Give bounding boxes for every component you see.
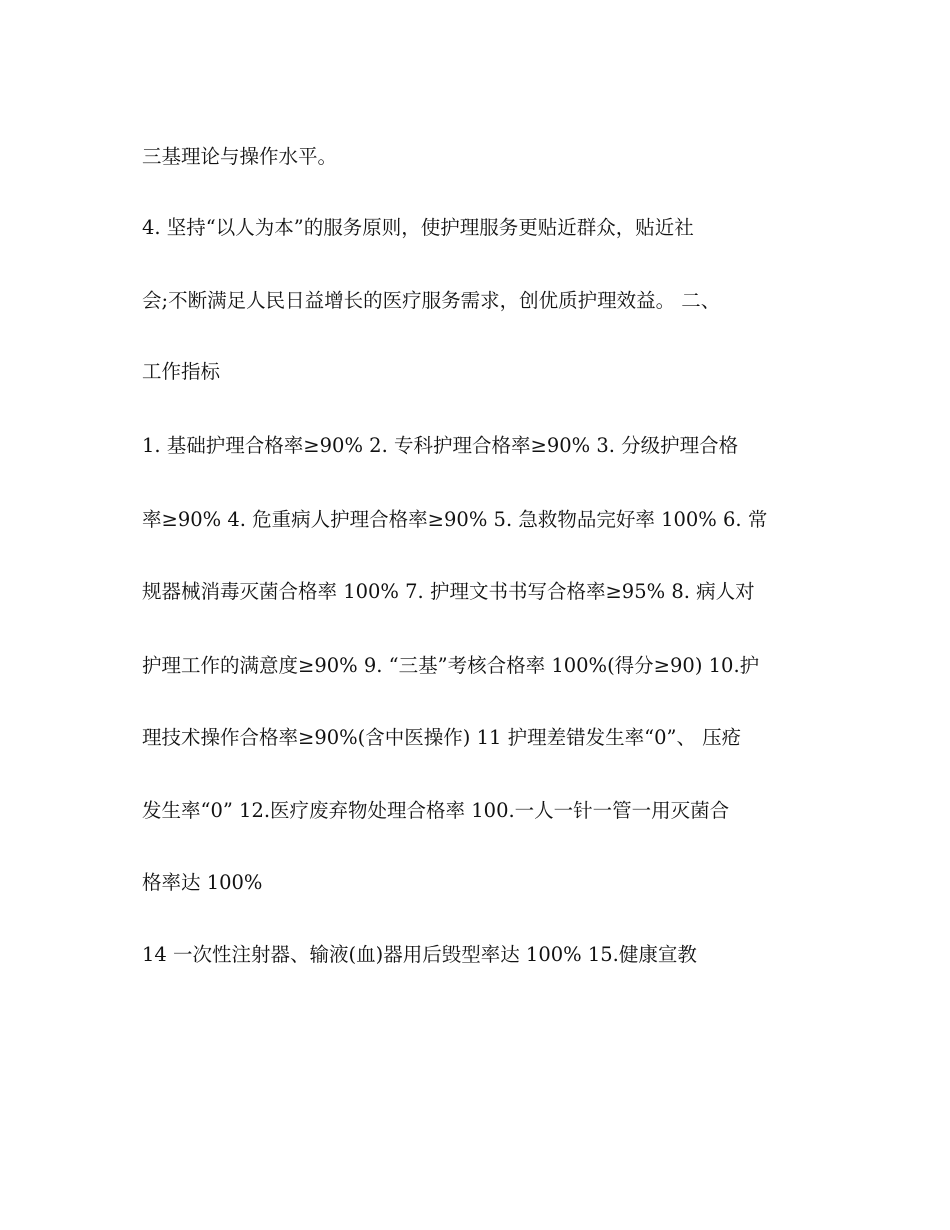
text-line-10: 发生率“0” 12.医疗废弃物处理合格率 100.一人一针一管一用灭菌合 (142, 799, 730, 822)
text-line-8: 护理工作的满意度≥90% 9. “三基”考核合格率 100%(得分≥90) 10.护 (142, 654, 760, 677)
text-line-9: 理技术操作合格率≥90%(含中医操作) 11 护理差错发生率“0”、 压疮 (142, 726, 742, 749)
text-line-2: 4. 坚持“以人为本”的服务原则，使护理服务更贴近群众，贴近社 (142, 216, 694, 239)
text-line-5: 1. 基础护理合格率≥90% 2. 专科护理合格率≥90% 3. 分级护理合格 (142, 434, 739, 457)
text-line-7: 规器械消毒灭菌合格率 100% 7. 护理文书书写合格率≥95% 8. 病人对 (142, 580, 755, 603)
text-line-1: 三基理论与操作水平。 (142, 145, 338, 168)
text-line-3: 会;不断满足人民日益增长的医疗服务需求，创优质护理效益。 二、 (142, 289, 721, 312)
text-line-12: 14 一次性注射器、输液(血)器用后毁型率达 100% 15.健康宣教 (142, 943, 697, 966)
section-heading: 工作指标 (142, 360, 221, 383)
text-line-11: 格率达 100% (142, 871, 263, 894)
text-line-6: 率≥90% 4. 危重病人护理合格率≥90% 5. 急救物品完好率 100% 6. 常 (142, 508, 768, 531)
